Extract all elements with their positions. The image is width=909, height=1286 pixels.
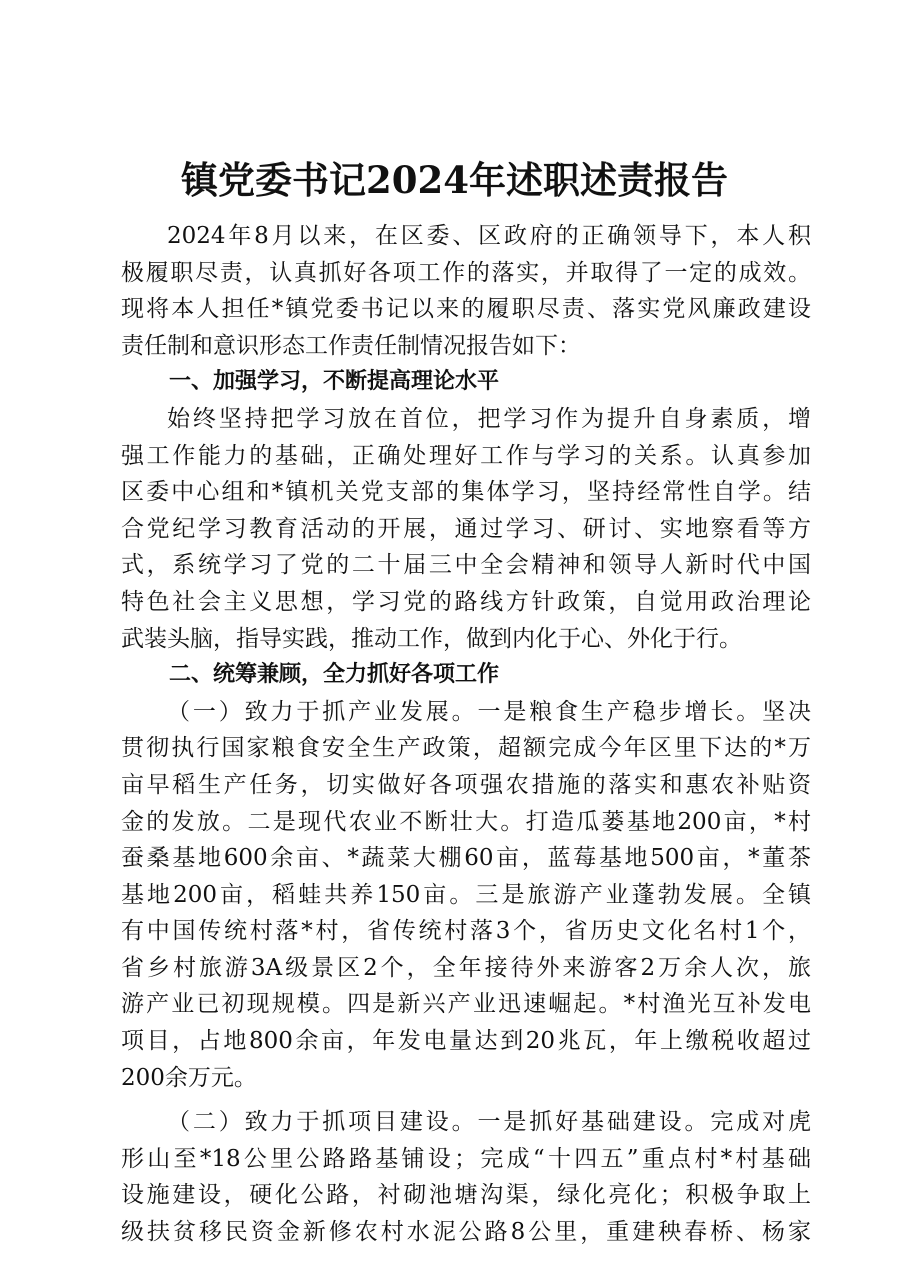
paragraph-line: 武装头脑，指导实践，推动工作，做到内化于心、外化于行。 — [121, 625, 742, 652]
paragraph-line: 极履职尽责，认真抓好各项工作的落实，并取得了一定的成效。 — [121, 259, 811, 286]
paragraph-line: 设施建设，硬化公路，衬砌池塘沟渠，绿化亮化；积极争取上 — [121, 1182, 811, 1209]
paragraph-line: 特色社会主义思想，学习党的路线方针政策，自觉用政治理论 — [121, 588, 811, 615]
document-title: 镇党委书记2024年述职述责报告 — [181, 158, 728, 202]
paragraph-line: 蚕桑基地600余亩、*蔬菜大棚60亩，蓝莓基地500亩，*董茶 — [121, 845, 811, 872]
paragraph-line: 有中国传统村落*村，省传统村落3个，省历史文化名村1个， — [121, 918, 811, 945]
document-body — [121, 218, 811, 1251]
paragraph-line: 游产业已初现规模。四是新兴产业迅速崛起。*村渔光互补发电 — [121, 991, 811, 1018]
paragraph-line: 2024年8月以来，在区委、区政府的正确领导下，本人积 — [167, 223, 811, 249]
paragraph-study — [121, 401, 811, 657]
paragraph-line: （一）致力于抓产业发展。一是粮食生产稳步增长。坚决 — [167, 698, 811, 725]
paragraph-industry — [121, 694, 811, 1097]
paragraph-line: 合党纪学习教育活动的开展，通过学习、研讨、实地察看等方 — [121, 515, 811, 542]
paragraph-line: 基地200亩，稻蛙共养150亩。三是旅游产业蓬勃发展。全镇 — [121, 881, 811, 908]
paragraph-intro — [121, 218, 811, 364]
section-heading-2: 二、统筹兼顾，全力抓好各项工作 — [169, 662, 500, 688]
paragraph-line: 亩早稻生产任务，切实做好各项强农措施的落实和惠农补贴资 — [121, 771, 811, 798]
section-heading-1: 一、加强学习，不断提高理论水平 — [169, 369, 500, 395]
paragraph-line: 责任制和意识形态工作责任制情况报告如下： — [121, 332, 581, 359]
paragraph-line: 省乡村旅游3A级景区2个，全年接待外来游客2万余人次，旅 — [121, 954, 811, 981]
paragraph-gap — [121, 1096, 811, 1104]
paragraph-line: 200余万元。 — [121, 1064, 257, 1091]
paragraph-line: 项目，占地800余亩，年发电量达到20兆瓦，年上缴税收超过 — [121, 1028, 811, 1055]
paragraph-line: 级扶贫移民资金新修农村水泥公路8公里，重建秧春桥、杨家 — [121, 1219, 811, 1246]
paragraph-line: 贯彻执行国家粮食安全生产政策，超额完成今年区里下达的*万 — [121, 735, 811, 762]
paragraph-line: 式，系统学习了党的二十届三中全会精神和领导人新时代中国 — [121, 552, 811, 579]
paragraph-line: 强工作能力的基础，正确处理好工作与学习的关系。认真参加 — [121, 442, 811, 469]
paragraph-line: 区委中心组和*镇机关党支部的集体学习，坚持经常性自学。结 — [121, 479, 811, 506]
paragraph-line: 始终坚持把学习放在首位，把学习作为提升自身素质，增 — [167, 405, 811, 432]
paragraph-line: 金的发放。二是现代农业不断壮大。打造瓜蒌基地200亩，*村 — [121, 808, 811, 835]
paragraph-line: 形山至*18公里公路路基铺设；完成“十四五”重点村*村基础 — [121, 1145, 811, 1172]
paragraph-line: （二）致力于抓项目建设。一是抓好基础建设。完成对虎 — [167, 1109, 811, 1136]
paragraph-line: 现将本人担任*镇党委书记以来的履职尽责、落实党风廉政建设 — [121, 296, 811, 323]
paragraph-projects — [121, 1104, 811, 1250]
